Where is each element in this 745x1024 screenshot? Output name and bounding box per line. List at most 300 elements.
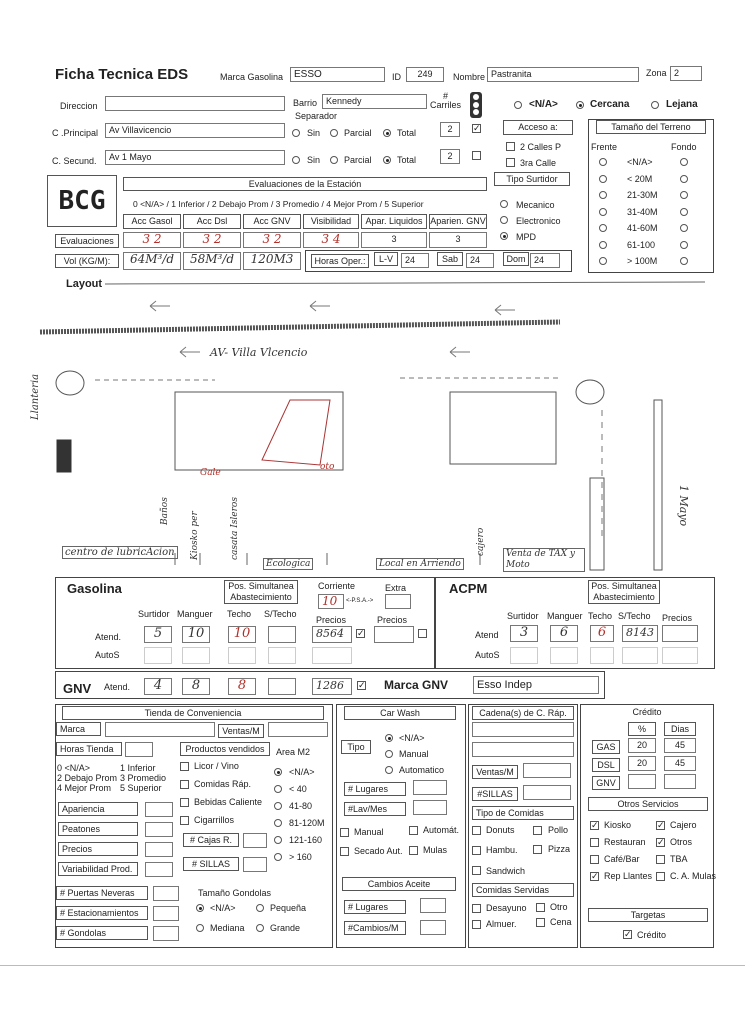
- cadena-field-2[interactable]: [472, 742, 574, 757]
- otros-check[interactable]: [590, 838, 599, 847]
- sep-sin-label: Sin: [307, 128, 321, 138]
- eval-vol-field[interactable]: 58M³/d: [183, 252, 241, 270]
- credito-pct-field[interactable]: 20: [628, 756, 656, 771]
- bcg-logo: BCG: [47, 175, 117, 227]
- tienda-eval-field[interactable]: [145, 802, 173, 817]
- otros-check[interactable]: ✓: [591, 871, 599, 881]
- sep-principal-sin-radio[interactable]: [292, 129, 300, 137]
- gasolina-precio-check[interactable]: ✓: [357, 628, 365, 638]
- eval-title: Evaluaciones de la Estación: [123, 177, 487, 191]
- credito-pct-label: %: [628, 722, 656, 736]
- lv-field[interactable]: 24: [401, 253, 429, 268]
- principal-label: C .Principal: [52, 128, 99, 138]
- cadena-sillas-label: #SILLAS: [472, 787, 518, 801]
- gasolina-corriente-field[interactable]: 10: [318, 594, 344, 609]
- otro-check[interactable]: [536, 903, 545, 912]
- gnv-stecho-field[interactable]: [268, 678, 296, 695]
- terreno-fondo-radio[interactable]: [680, 175, 688, 183]
- credito-check[interactable]: ✓: [624, 929, 632, 939]
- carriles-principal-check[interactable]: ✓: [473, 123, 481, 133]
- otros-label: C. A. Mulas: [670, 871, 717, 881]
- terreno-option-label: < 20M: [627, 173, 653, 184]
- tam-na-label: <N/A>: [210, 903, 236, 913]
- producto-check[interactable]: [180, 798, 189, 807]
- layout-note-banos: Baños: [160, 497, 170, 525]
- acpm-col-techo: Techo: [588, 611, 613, 621]
- tienda-sillas-field[interactable]: [243, 857, 267, 872]
- eval-row2-label: Vol (KG/M):: [55, 254, 119, 268]
- credito-dias-field[interactable]: [664, 774, 696, 789]
- layout-sketch: [0, 270, 745, 580]
- eval-col-header: Visibilidad: [303, 214, 359, 229]
- tienda-horas-field[interactable]: [125, 742, 153, 757]
- credito-pct-field[interactable]: [628, 774, 656, 789]
- terreno-frente-radio[interactable]: [599, 158, 607, 166]
- acpm-autos-precio[interactable]: [662, 647, 698, 664]
- tam-mediana-radio[interactable]: [196, 924, 204, 932]
- terreno-title: Tamaño del Terreno: [596, 120, 706, 134]
- sep-parcial-label-2: Parcial: [344, 155, 372, 165]
- surtidor-electronico-radio[interactable]: [500, 216, 508, 224]
- secundaria-label: C. Secund.: [52, 156, 97, 166]
- eval-score-field[interactable]: 3 2: [243, 232, 301, 248]
- cena-check[interactable]: [536, 918, 545, 927]
- gasolina-surtidor-field[interactable]: 5: [144, 626, 172, 643]
- otros-label: TBA: [670, 854, 688, 864]
- producto-label: Bebidas Caliente: [194, 797, 263, 807]
- gnv-surtidor-field[interactable]: 4: [144, 678, 172, 695]
- producto-label: Comidas Ráp.: [194, 779, 252, 789]
- cadena-field-1[interactable]: [472, 722, 574, 737]
- cw-secado-label: Secado Aut.: [354, 846, 403, 856]
- direccion-field[interactable]: [105, 96, 285, 111]
- tienda-scale-item: 0 <N/A>: [57, 763, 91, 773]
- layout-note-centro: centro de lubricAcion: [62, 546, 178, 559]
- credito-pct-field[interactable]: 20: [628, 738, 656, 753]
- proximity-cercana-radio[interactable]: [576, 101, 584, 109]
- sep-secund-sin-radio[interactable]: [292, 156, 300, 164]
- tienda-estac-field[interactable]: [153, 906, 179, 921]
- sab-field[interactable]: 24: [466, 253, 494, 268]
- gasolina-autos-precio[interactable]: [312, 647, 352, 664]
- acpm-stecho-field[interactable]: 8143: [622, 625, 658, 642]
- cambios-lugares-label: # Lugares: [344, 900, 406, 914]
- producto-label: Licor / Vino: [194, 761, 239, 771]
- tienda-estac-label: # Estacionamientos: [56, 906, 148, 920]
- almuer-check[interactable]: [472, 920, 481, 929]
- barrio-field[interactable]: Kennedy: [322, 94, 427, 109]
- desayuno-check[interactable]: [472, 904, 481, 913]
- area-radio[interactable]: [274, 802, 282, 810]
- credito-dias-field[interactable]: 45: [664, 738, 696, 753]
- gasolina-autos-stecho[interactable]: [268, 647, 296, 664]
- tam-pequena-label: Pequeña: [270, 903, 307, 913]
- terreno-fondo-radio[interactable]: [680, 224, 688, 232]
- tienda-scale-item: 2 Debajo Prom: [57, 773, 118, 783]
- acpm-pos: Pos. Simultanea Abastecimiento: [588, 580, 660, 604]
- servidas-title: Comidas Servidas: [472, 883, 574, 897]
- cw-auto-check[interactable]: [409, 826, 418, 835]
- eval-score-field[interactable]: 3: [361, 232, 427, 248]
- tienda-eval-label: Apariencia: [58, 802, 138, 816]
- sep-total-label: Total: [397, 128, 417, 138]
- gasolina-extra-field[interactable]: [385, 594, 411, 609]
- page-bottom-divider: [0, 965, 745, 966]
- hambu-label: Hambu.: [486, 845, 518, 855]
- gasolina-corriente-label: Corriente: [318, 581, 356, 591]
- cadena-sillas-field[interactable]: [523, 785, 571, 800]
- gasolina-col-manguer: Manguer: [177, 609, 213, 619]
- credito-dias-label: Dias: [664, 722, 696, 736]
- terreno-fondo-radio[interactable]: [680, 191, 688, 199]
- dom-field[interactable]: 24: [530, 253, 560, 268]
- tienda-scale-item: 5 Superior: [120, 783, 162, 793]
- acpm-col-surtidor: Surtidor: [507, 611, 539, 621]
- layout-note-kiosko: Kiosko per: [190, 511, 200, 560]
- tienda-sillas-label: # SILLAS: [183, 857, 239, 871]
- sep-sin-label-2: Sin: [307, 155, 321, 165]
- tienda-scale-item: 4 Mejor Prom: [57, 783, 112, 793]
- tam-pequena-radio[interactable]: [256, 904, 264, 912]
- sep-parcial-label: Parcial: [344, 128, 372, 138]
- eval-col-header: Acc Dsl: [183, 214, 241, 229]
- terreno-option-label: <N/A>: [627, 157, 653, 167]
- area-radio[interactable]: [274, 785, 282, 793]
- terreno-frente-radio[interactable]: [599, 257, 607, 265]
- area-label: 121-160: [289, 835, 323, 845]
- tienda-eval-field[interactable]: [145, 842, 173, 857]
- surtidor-title: Tipo Surtidor: [494, 172, 570, 186]
- area-label: < 40: [289, 784, 307, 794]
- terreno-option-label: 41-60M: [627, 223, 658, 233]
- tienda-eval-field[interactable]: [145, 822, 173, 837]
- proximity-lejana-radio[interactable]: [651, 101, 659, 109]
- id-label: ID: [392, 72, 401, 82]
- cw-manual-check[interactable]: [340, 828, 349, 837]
- eval-vol-field[interactable]: 120M3: [243, 252, 301, 270]
- otros-check[interactable]: ✓: [657, 820, 665, 830]
- area-label: > 160: [289, 852, 312, 862]
- gasolina-col-surtidor: Surtidor: [138, 609, 170, 619]
- donuts-check[interactable]: [472, 826, 481, 835]
- tienda-cajas-label: # Cajas R.: [183, 833, 239, 847]
- gasolina-autos-techo[interactable]: [228, 647, 256, 664]
- gnv-marca-field[interactable]: Esso Indep: [473, 676, 599, 694]
- acpm-autos-techo[interactable]: [590, 647, 614, 664]
- sep-principal-parcial-radio[interactable]: [330, 129, 338, 137]
- gnv-techo-field[interactable]: 8: [228, 678, 256, 695]
- carriles-secund-field[interactable]: 2: [440, 149, 460, 164]
- gnv-precio-check[interactable]: ✓: [358, 680, 366, 690]
- area-radio[interactable]: [274, 819, 282, 827]
- eval-score-field[interactable]: 3: [429, 232, 487, 248]
- otros-label: Rep Llantes: [604, 871, 653, 881]
- proximity-na-label: <N/A>: [529, 99, 558, 110]
- tam-na-radio[interactable]: [196, 904, 204, 912]
- acpm-col-precios: Precios: [662, 613, 693, 623]
- terreno-frente-radio[interactable]: [599, 208, 607, 216]
- gnv-atend-label: Atend.: [104, 682, 131, 692]
- tienda-puertas-label: # Puertas Neveras: [56, 886, 148, 900]
- area-radio[interactable]: [274, 836, 282, 844]
- cadena-ventas-label: Ventas/M: [472, 765, 518, 779]
- terreno-option-label: 31-40M: [627, 206, 658, 217]
- otros-label: Kiosko: [604, 820, 632, 830]
- gasolina-precio-field[interactable]: 8564: [312, 626, 352, 643]
- traffic-light-icon: [470, 92, 482, 118]
- terreno-fondo-radio[interactable]: [680, 257, 688, 265]
- eval-col-header: Acc GNV: [243, 214, 301, 229]
- credito-row-label: DSL: [592, 758, 620, 772]
- sep-secund-total-radio[interactable]: [383, 156, 391, 164]
- acpm-col-manguer: Manguer: [547, 611, 583, 621]
- principal-field[interactable]: Av Villavicencio: [105, 123, 285, 138]
- otros-check[interactable]: ✓: [591, 820, 599, 830]
- acpm-autos-stecho[interactable]: [622, 647, 658, 664]
- cw-auto-label: Automát.: [423, 825, 460, 835]
- cw-manual-label: Manual: [354, 827, 384, 837]
- eval-col-header: Acc Gasol: [123, 214, 181, 229]
- cw-tipo-manual-label: Manual: [399, 749, 429, 759]
- cambios-cambios-field[interactable]: [420, 920, 446, 935]
- layout-note-casata: casata Isleros: [230, 497, 240, 560]
- cambios-lugares-field[interactable]: [420, 898, 446, 913]
- tienda-cajas-field[interactable]: [243, 833, 267, 848]
- otros-label: Café/Bar: [604, 854, 640, 864]
- area-label: 81-120M: [289, 818, 325, 828]
- terreno-frente-radio[interactable]: [599, 224, 607, 232]
- tienda-scale-item: 3 Promedio: [120, 773, 167, 783]
- eval-vol-field[interactable]: 64M³/d: [123, 252, 181, 270]
- proximity-cercana-label: Cercana: [590, 99, 630, 110]
- layout-note-local: Local en Arriendo: [376, 558, 464, 570]
- tienda-eval-label: Precios: [58, 842, 138, 856]
- pollo-check[interactable]: [533, 826, 542, 835]
- sab-label: Sab: [437, 252, 463, 266]
- tienda-eval-label: Variabilidad Prod.: [58, 862, 138, 876]
- fondo-label: Fondo: [671, 142, 697, 152]
- secundaria-field[interactable]: Av 1 Mayo: [105, 150, 285, 165]
- cw-lav-field[interactable]: [413, 800, 447, 815]
- donuts-label: Donuts: [486, 825, 515, 835]
- sep-principal-total-radio[interactable]: [383, 129, 391, 137]
- producto-check[interactable]: [180, 780, 189, 789]
- tienda-eval-field[interactable]: [145, 862, 173, 877]
- otros-check[interactable]: [656, 872, 665, 881]
- carwash-title: Car Wash: [344, 706, 456, 720]
- acpm-precio-field[interactable]: [662, 625, 698, 642]
- cw-mulas-check[interactable]: [409, 846, 418, 855]
- otros-title: Otros Servicios: [588, 797, 708, 811]
- cw-secado-check[interactable]: [340, 847, 349, 856]
- tienda-eval-label: Peatones: [58, 822, 138, 836]
- credito-dias-field[interactable]: 45: [664, 756, 696, 771]
- cw-mulas-label: Mulas: [423, 845, 448, 855]
- gasolina-extra-label: Extra: [385, 583, 407, 593]
- cw-lav-label: #Lav/Mes: [344, 802, 406, 816]
- gasolina-extra-check[interactable]: [418, 629, 427, 638]
- gasolina-techo-field[interactable]: 10: [228, 626, 256, 643]
- carriles-secund-check[interactable]: [472, 151, 481, 160]
- pizza-check[interactable]: [533, 845, 542, 854]
- zona-label: Zona: [646, 68, 667, 78]
- pizza-label: Pizza: [548, 844, 571, 854]
- credito-row-label: GNV: [592, 776, 620, 790]
- sep-total-label-2: Total: [397, 155, 417, 165]
- gasolina-pos: Pos. Simultanea Abastecimiento: [224, 580, 298, 604]
- tam-grande-radio[interactable]: [256, 924, 264, 932]
- surtidor-mpd-radio[interactable]: [500, 232, 508, 240]
- surtidor-electronico-label: Electronico: [516, 216, 561, 226]
- tienda-ventas-field[interactable]: [268, 722, 328, 737]
- nombre-field[interactable]: Pastranita: [487, 67, 639, 82]
- tienda-gondolas-field[interactable]: [153, 926, 179, 941]
- producto-check[interactable]: [180, 762, 189, 771]
- tienda-marca-field[interactable]: [105, 722, 215, 737]
- gasolina-manguer-field[interactable]: 10: [182, 626, 210, 643]
- targetas-title: Targetas: [588, 908, 708, 922]
- street-right-note: 1 Mayo: [677, 485, 690, 527]
- proximity-lejana-label: Lejana: [666, 99, 698, 110]
- layout-note-ecologica: Ecologica: [263, 558, 313, 570]
- tienda-marca-label: Marca: [56, 722, 101, 736]
- acpm-col-stecho: S/Techo: [618, 611, 651, 621]
- gasolina-precios-label-2: Precios: [377, 615, 408, 625]
- carriles-principal-field[interactable]: 2: [440, 122, 460, 137]
- gasolina-precio-extra-field[interactable]: [374, 626, 414, 643]
- eval-row1-label: Evaluaciones: [55, 234, 119, 248]
- cambios-cambios-label: #Cambios/M: [344, 921, 406, 935]
- terreno-fondo-radio[interactable]: [680, 208, 688, 216]
- tam-mediana-label: Mediana: [210, 923, 245, 933]
- area-radio[interactable]: [274, 853, 282, 861]
- gnv-manguer-field[interactable]: 8: [182, 678, 210, 695]
- area-label: <N/A>: [289, 767, 315, 777]
- acceso-3racalle-check[interactable]: [506, 158, 515, 167]
- proximity-na-radio[interactable]: [514, 101, 522, 109]
- gasolina-autos-surtidor[interactable]: [144, 647, 172, 664]
- terreno-fondo-radio[interactable]: [680, 158, 688, 166]
- gasolina-stecho-field[interactable]: [268, 626, 296, 643]
- otros-label: Otros: [670, 837, 693, 847]
- cadena-ventas-field[interactable]: [523, 763, 571, 778]
- gasolina-atend-label: Atend.: [95, 632, 122, 642]
- barrio-label: Barrio: [293, 98, 318, 108]
- nombre-label: Nombre: [453, 72, 486, 82]
- gasolina-autos-manguer[interactable]: [182, 647, 210, 664]
- sandwich-label: Sandwich: [486, 866, 526, 876]
- acceso-2calles-label: 2 Calles P: [520, 142, 562, 152]
- gasolina-title: Gasolina: [67, 581, 122, 596]
- marca-field[interactable]: ESSO: [290, 67, 385, 82]
- acpm-autos-manguer[interactable]: [550, 647, 578, 664]
- eval-score-field[interactable]: 3 2: [123, 232, 181, 248]
- acpm-atend-label: Atend: [475, 630, 499, 640]
- sep-secund-parcial-radio[interactable]: [330, 156, 338, 164]
- otros-label: Cajero: [670, 820, 697, 830]
- acpm-manguer-field[interactable]: 6: [550, 625, 578, 642]
- credito-title: Crédito: [587, 706, 707, 718]
- sandwich-check[interactable]: [472, 866, 481, 875]
- carriles-label: # Carriles: [430, 91, 462, 110]
- otros-check[interactable]: ✓: [657, 837, 665, 847]
- layout-note-cajero: cajero: [476, 527, 486, 556]
- eval-col-header: Apar. Liquidos: [361, 214, 427, 229]
- area-radio[interactable]: [274, 768, 282, 776]
- id-field[interactable]: 249: [406, 67, 444, 82]
- terreno-fondo-radio[interactable]: [680, 241, 688, 249]
- terreno-option-label: 61-100: [627, 239, 656, 250]
- zona-field[interactable]: 2: [670, 66, 702, 81]
- layout-note-oto: oto: [320, 462, 335, 472]
- acceso-3racalle-label: 3ra Calle: [520, 158, 557, 168]
- acpm-techo-field[interactable]: 6: [590, 625, 614, 642]
- tienda-title: Tienda de Conveniencia: [62, 706, 324, 720]
- street-top-note: AV- Villa Vlcencio: [210, 346, 308, 359]
- eval-col-header: Aparien. GNV: [429, 214, 487, 229]
- lv-label: L-V: [374, 252, 398, 266]
- surtidor-mecanico-radio[interactable]: [500, 200, 508, 208]
- cw-lugares-field[interactable]: [413, 780, 447, 795]
- tienda-area-label: Area M2: [276, 747, 311, 757]
- layout-note-venta: Venta de TAX y Moto: [503, 548, 585, 572]
- cw-tipo-auto-radio[interactable]: [385, 766, 393, 774]
- tienda-horas-label: Horas Tienda: [56, 742, 122, 756]
- terreno-frente-radio[interactable]: [599, 191, 607, 199]
- otros-label: Restauran: [604, 837, 646, 847]
- cw-tipo-na-radio[interactable]: [385, 734, 393, 742]
- pollo-label: Pollo: [548, 825, 569, 835]
- acceso-2calles-check[interactable]: [506, 142, 515, 151]
- eval-score-field[interactable]: 3 2: [183, 232, 241, 248]
- cena-label: Cena: [550, 917, 572, 927]
- tipo-comidas-title: Tipo de Comidas: [472, 806, 574, 820]
- tienda-tam-title: Tamaño Gondolas: [198, 888, 272, 898]
- acpm-surtidor-field[interactable]: 3: [510, 625, 538, 642]
- gnv-precio-field[interactable]: 1286: [312, 678, 352, 695]
- surtidor-mpd-label: MPD: [516, 232, 536, 242]
- hambu-check[interactable]: [472, 846, 481, 855]
- acpm-autos-surtidor[interactable]: [510, 647, 538, 664]
- tienda-gondolas-label: # Gondolas: [56, 926, 148, 940]
- page-title: Ficha Tecnica EDS: [55, 66, 189, 83]
- terreno-frente-radio[interactable]: [599, 241, 607, 249]
- eval-scale: 0 <N/A> / 1 Inferior / 2 Debajo Prom / 3 Promedio / 4 Mejor Prom / 5 Superior: [133, 199, 424, 209]
- otro-label: Otro: [550, 902, 568, 912]
- credito-check-label: Crédito: [637, 930, 667, 940]
- producto-check[interactable]: [180, 816, 189, 825]
- credito-row-label: GAS: [592, 740, 620, 754]
- cw-tipo-auto-label: Automatico: [399, 765, 445, 775]
- producto-label: Cigarrillos: [194, 815, 235, 825]
- cw-lugares-label: # Lugares: [344, 782, 406, 796]
- otros-check[interactable]: [590, 855, 599, 864]
- tienda-productos-label: Productos vendidos: [180, 742, 270, 756]
- terreno-option-label: 21-30M: [627, 190, 658, 200]
- tienda-puertas-field[interactable]: [153, 886, 179, 901]
- acpm-title: ACPM: [449, 581, 488, 596]
- gasolina-autos-label: AutoS: [95, 650, 120, 660]
- eval-score-field[interactable]: 3 4: [303, 232, 359, 248]
- terreno-frente-radio[interactable]: [599, 175, 607, 183]
- cadena-title: Cadena(s) de C. Ráp.: [472, 706, 574, 720]
- cw-tipo-manual-radio[interactable]: [385, 750, 393, 758]
- almuer-label: Almuer.: [486, 919, 517, 929]
- otros-check[interactable]: [656, 855, 665, 864]
- gasolina-col-techo: Techo: [227, 609, 252, 619]
- tam-grande-label: Grande: [270, 923, 301, 933]
- gasolina-precios-label: Precios: [316, 615, 347, 625]
